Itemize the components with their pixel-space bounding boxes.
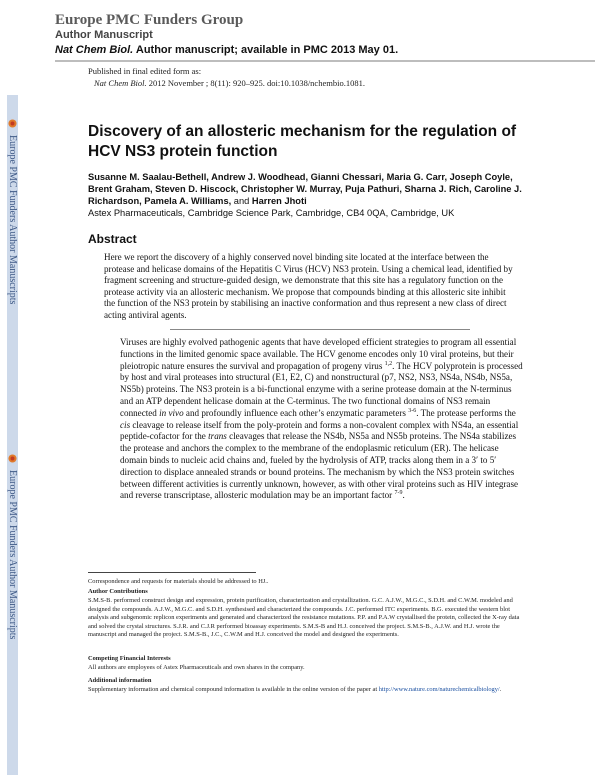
reference-link[interactable]: 7-9 [394,490,403,497]
europe-pmc-logo-icon [8,119,17,128]
authors-and: and [231,196,252,206]
body-text-segment: and profoundly influence each other’s enzymatic parameters [183,407,409,418]
body-italic-term: cis [120,419,131,430]
affiliation: Astex Pharmaceuticals, Cambridge Science Park, Cambridge, CB4 0QA, Cambridge, UK [88,208,455,218]
citation-journal: Nat Chem Biol. [94,78,147,88]
competing-interests-text: All authors are employees of Astex Pharmaceuticals and own shares in the company. [88,664,305,671]
nature-chem-bio-link[interactable]: http://www.nature.com/naturechemicalbiology/ [378,686,500,693]
additional-info-text [88,686,528,695]
funders-group-title: Europe PMC Funders Group [55,12,244,28]
authors-main: Susanne M. Saalau-Bethell, Andrew J. Woodhead, Gianni Chessari, Maria G. Carr, Joseph Coyle, Brent Graham, Steven D. Hiscock, Christopher W. Murray, Puja Pathuri, Sharna J. Rich, Caroline J. Richardson, Pamela A. Williams, [88,172,522,206]
authors-last: Harren Jhoti [251,196,307,206]
body-text-segment: cleavages that release the NS4b, NS5a and NS5b proteins. The NS4a stabilizes the protease and anchors the complex to the membrane of the endoplasmic reticulum (ER). The helicase domain binds to nucleic acid chains and, fueled by the hydrolysis of ATP, tracks along them in a 3′ to 5′ direction to displace annealed strands or bound proteins. The mechanism by which the NS3 protein switches between different activities is currently unknown, however, as with other viral proteins such as HIV integrase and reverse transcriptase, allosteric modulation may be an important factor [120,431,519,501]
body-italic-term: trans [208,431,227,442]
correspondence-note: Correspondence and requests for materials should be addressed to HJ.. [88,578,269,585]
journal-availability [55,44,398,57]
additional-info-segment: . [499,686,502,693]
contributions-text: S.M.S-B. performed construct design and expression, protein purification, characterization and crystallization. G.C. A.J.W., M.G.C., S.D.H. and C.W.M. modeled and designed the compounds. A.J.W., M.G.C. and S.D.H. synthesised and characterized the compounds. J.C. performed ITC experiments. B.G. executed the western blot analysis and subgenomic replicon experiments and generated and characterized the resistance mutations. P.P. and P.A.W crystallised the protein, collected the X-ray data and solved the crystal structures. S.J.R. and C.J.R performed bioassay experiments. S.M.S-B and H.J. conceived the project. S.M.S-B., A.J.W. and H.J. wrote the manuscript and managed the project. S.M.S-B., J.C., C.W.M and H.J. conceived the model and designed the experiments. [88,597,520,639]
abstract-divider [170,329,470,330]
availability-text: Author manuscript; available in PMC 2013 May 01. [133,44,399,56]
additional-info-heading: Additional information [88,677,152,684]
body-text-segment: . The HCV polyprotein is processed by host and viral proteases into structural (E1, E2, C) and nonstructural (p7, NS2, NS3, NS4a, NS4b, NS5a, NS5b) proteins. The NS3 protein is a bi-functional enzyme with a serine protease domain at the N-terminus and an ATP dependent helicase domain at the C-terminus. The two functional domains of NS3 remain connected [120,360,523,418]
footnote-divider [88,572,256,573]
body-italic-term: in vivo [159,407,184,418]
contributions-heading: Author Contributions [88,588,148,595]
citation-details: 2012 November ; 8(11): 920–925. doi:10.1038/nchembio.1081. [146,78,365,88]
side-banner [0,95,24,775]
body-paragraph [120,337,524,502]
reference-link[interactable]: 3-6 [408,407,417,414]
citation [94,78,365,89]
additional-info-segment: Supplementary information and chemical compound information is available in the online version of the paper at [88,686,379,693]
abstract-text: Here we report the discovery of a highly conserved novel binding site located at the interface between the protease and helicase domains of the Hepatitis C Virus (HCV) NS3 protein. Using a chemical lead, identified by fragment screening and structure-guided design, we demonstrate that this site has a regulatory function on the protease activity via an allosteric mechanism. We propose that compounds binding at this allosteric site inhibit the function of the NS3 protein by stabilising an inactive conformation and thus represent a new class of direct acting antiviral agents. [104,252,513,320]
reference-link[interactable]: 1,2 [384,360,393,367]
body-text-segment: . [402,490,405,501]
body-text-segment: cleavage to release itself from the poly-protein and forms a non-covalent complex with NS4a, an essential peptide-cofactor for the [120,419,519,442]
body-text-segment: . The protease performs the [416,407,516,418]
side-banner-text: Europe PMC Funders Author Manuscripts [7,135,18,305]
europe-pmc-logo-icon [8,454,17,463]
abstract-heading: Abstract [88,232,137,246]
author-list [88,171,538,207]
side-banner-text: Europe PMC Funders Author Manuscripts [7,470,18,640]
journal-name: Nat Chem Biol. [55,44,134,56]
published-final-label: Published in final edited form as: [88,66,202,76]
header-divider [55,60,595,62]
article-title: Discovery of an allosteric mechanism for the regulation of HCV NS3 protein function [88,123,517,160]
manuscript-type: Author Manuscript [55,29,153,41]
competing-interests-heading: Competing Financial Interests [88,655,171,662]
body-text-segment: Viruses are highly evolved pathogenic agents that have developed efficient strategies to program all essential functions in the limited genomic space available. The HCV genome encodes only 10 viral proteins, but their pleiotropic nature ensures the survival and propagation of progeny virus [120,337,517,371]
